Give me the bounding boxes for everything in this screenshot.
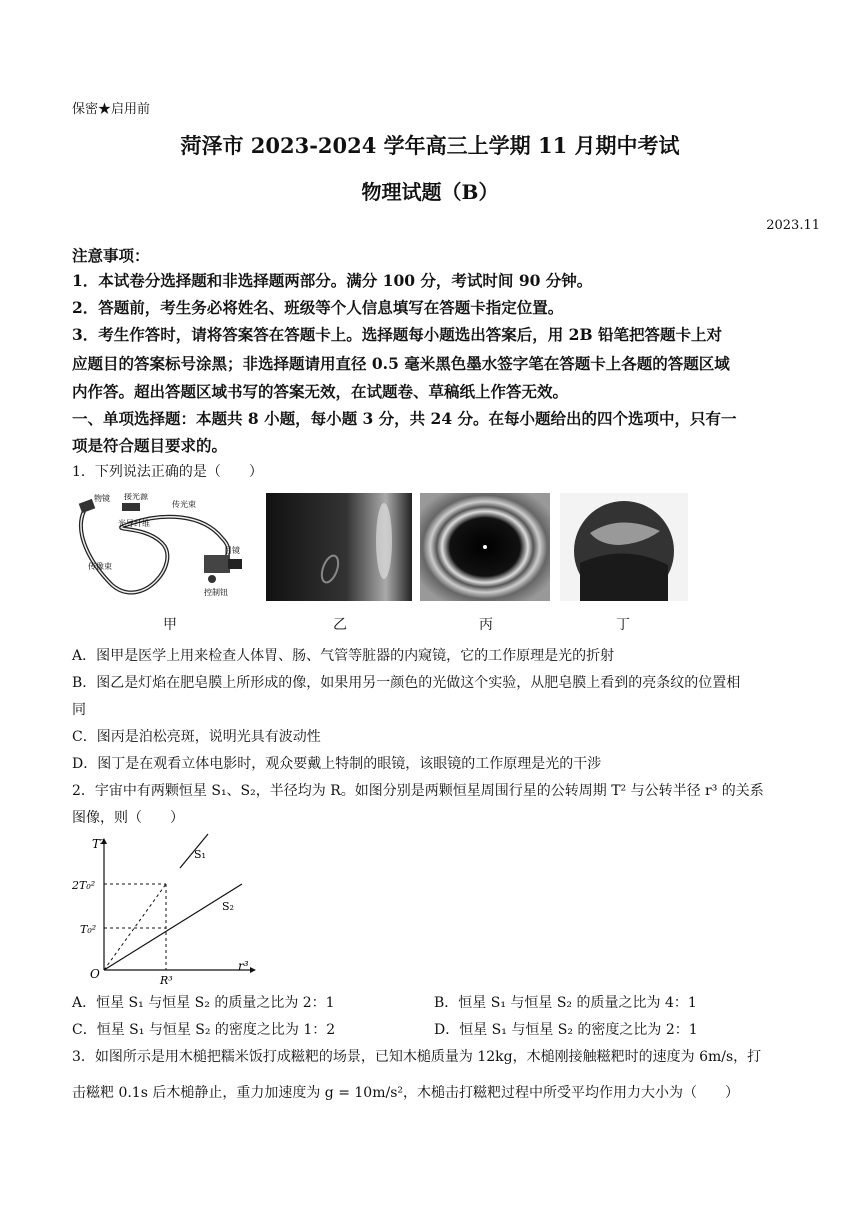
q2-option-b: B．恒星 S₁ 与恒星 S₂ 的质量之比为 4：1 [434,995,697,1011]
caption-yi: 乙 [333,617,347,633]
label-knob: 控制钮 [204,588,228,597]
question-3-stem-line-2: 击糍粑 0.1s 后木槌静止，重力加速度为 g = 10m/s²，木槌击打糍粑过程中所受平均作用力大小为（ ） [72,1085,739,1101]
graph-y-axis-label: T² [92,837,105,851]
caption-ding: 丁 [616,617,630,633]
q1-option-b-line-1: B．图乙是灯焰在肥皂膜上所形成的像，如果用另一颜色的光做这个实验，从肥皂膜上看到的亮条纹的位置相 [72,675,741,691]
label-light-beam: 传光束 [172,500,196,509]
graph-label-s2: S₂ [222,900,234,913]
graph-x-tick: R³ [160,974,173,987]
label-objective: 物镜 [94,494,110,503]
question-2-stem-line-1: 2．宇宙中有两颗恒星 S₁、S₂，半径均为 R。如图分别是两颗恒星周围行星的公转周期 T² 与公转半径 r³ 的关系 [72,783,764,799]
graph-x-axis-label: r³ [238,959,249,973]
note-line-4: 应题目的答案标号涂黑；非选择题请用直径 0.5 毫米黑色墨水签字笔在答题卡上各题的答题区域 [72,354,730,373]
question-2-stem-line-2: 图像，则（ ） [72,810,184,826]
label-light-source: 接光源 [124,493,148,501]
exam-title: 菏泽市 2023-2024 学年高三上学期 11 月期中考试 [180,133,680,158]
confidential-mark: 保密★启用前 [72,102,151,117]
exam-date: 2023.11 [766,218,820,233]
note-line-1: 1．本试卷分选择题和非选择题两部分。满分 100 分，考试时间 90 分钟。 [72,271,593,290]
note-line-5: 内作答。超出答题区域书写的答案无效，在试题卷、草稿纸上作答无效。 [72,382,569,401]
notes-heading: 注意事项： [72,246,150,265]
q2-option-d: D．恒星 S₁ 与恒星 S₂ 的密度之比为 2：1 [434,1022,698,1038]
q2-option-a: A．恒星 S₁ 与恒星 S₂ 的质量之比为 2：1 [72,995,335,1011]
note-line-3: 3．考生作答时，请将答案答在答题卡上。选择题每小题选出答案后，用 2B 铅笔把答题卡上对 [72,325,722,344]
t2-r3-graph [70,830,260,990]
3d-movie-photo [560,493,688,601]
note-line-2: 2．答题前，考生务必将姓名、班级等个人信息填写在答题卡指定位置。 [72,298,564,317]
q1-option-d: D．图丁是在观看立体电影时，观众要戴上特制的眼镜，该眼镜的工作原理是光的干涉 [72,756,602,772]
caption-bing: 丙 [479,617,493,633]
q1-option-c: C．图丙是泊松亮斑，说明光具有波动性 [72,729,321,745]
section-heading-line-1: 一、单项选择题：本题共 8 小题，每小题 3 分，共 24 分。在每小题给出的四个选项中，只有一 [72,409,737,428]
endoscope-figure [72,493,252,601]
question-1-stem: 1．下列说法正确的是（ ） [72,464,263,480]
graph-origin: O [90,967,100,981]
soap-film-photo [266,493,412,601]
graph-label-s1: S₁ [194,848,206,861]
exam-subtitle: 物理试题（B） [361,180,499,204]
section-heading-line-2: 项是符合题目要求的。 [72,436,228,455]
poisson-spot-photo [420,493,550,601]
graph-y-tick-high: 2T₀² [72,879,96,892]
q1-option-a: A．图甲是医学上用来检查人体胃、肠、气管等脏器的内窥镜，它的工作原理是光的折射 [72,648,615,664]
label-eyepiece: 目镜 [224,546,240,555]
label-fiber: 光导纤维 [118,519,150,528]
graph-y-tick-low: T₀² [80,923,97,936]
q2-option-c: C．恒星 S₁ 与恒星 S₂ 的密度之比为 1：2 [72,1022,336,1038]
caption-jia: 甲 [163,617,177,633]
label-image-beam: 传像束 [88,562,112,571]
q1-option-b-line-2: 同 [72,702,86,718]
question-3-stem-line-1: 3．如图所示是用木槌把糯米饭打成糍粑的场景，已知木槌质量为 12kg，木槌刚接触糍粑时的速度为 6m/s，打 [72,1049,762,1065]
